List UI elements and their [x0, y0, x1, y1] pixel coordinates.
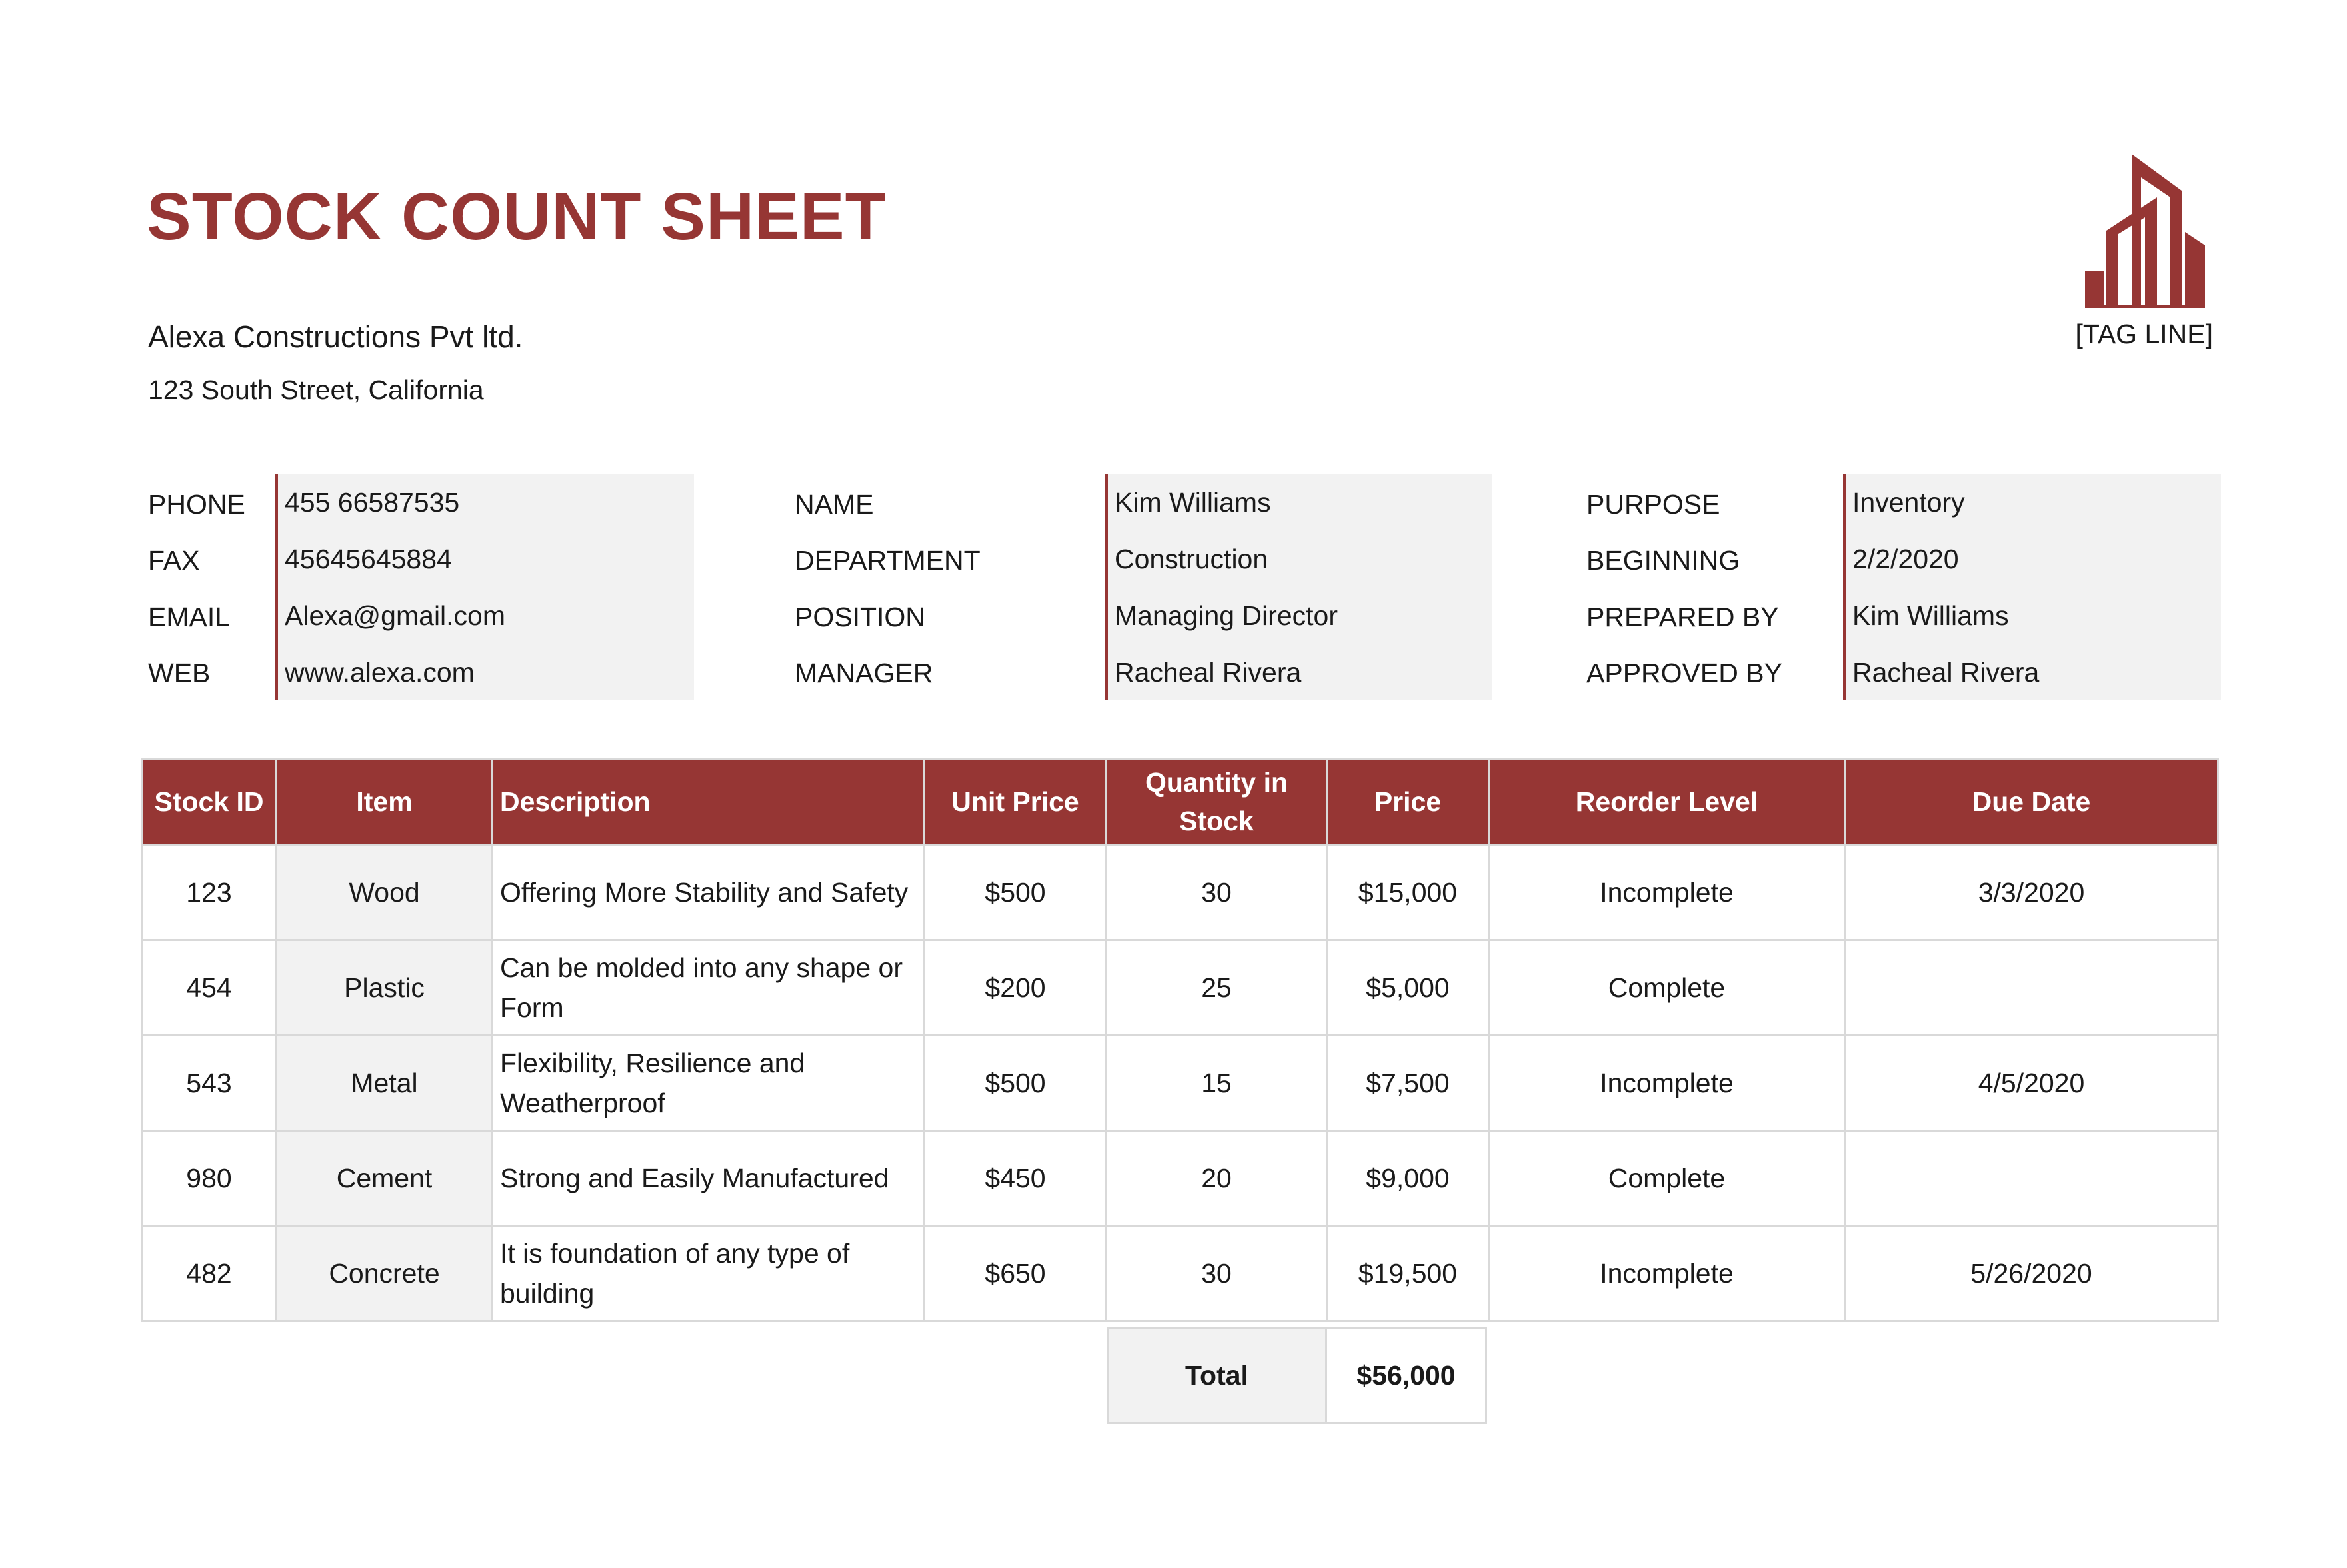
price-cell: $19,500 — [1327, 1226, 1489, 1321]
manager-label: MANAGER — [795, 658, 933, 688]
position-value: Managing Director — [1115, 600, 1338, 631]
column-header: Reorder Level — [1489, 759, 1845, 845]
total-label: Total — [1107, 1327, 1327, 1424]
stock-id-cell: 980 — [142, 1131, 277, 1226]
table-row — [142, 940, 2218, 1036]
column-header: Stock ID — [142, 759, 277, 845]
description-cell: Strong and Easily Manufactured — [493, 1131, 925, 1226]
quantity-cell: 30 — [1107, 1226, 1327, 1321]
price-cell: $7,500 — [1327, 1036, 1489, 1131]
department-label: DEPARTMENT — [795, 545, 981, 576]
table-header-row — [142, 759, 2218, 845]
table-row — [142, 1036, 2218, 1131]
web-value: www.alexa.com — [285, 657, 475, 688]
stock-id-cell: 482 — [142, 1226, 277, 1321]
approved-by-value: Racheal Rivera — [1852, 657, 2040, 688]
fax-value: 45645645884 — [285, 544, 452, 574]
prepared-by-label: PREPARED BY — [1586, 602, 1779, 632]
building-logo-icon — [2085, 151, 2210, 311]
fax-label: FAX — [148, 545, 200, 576]
column-header: Item — [277, 759, 493, 845]
stock-id-cell: 123 — [142, 845, 277, 940]
item-cell: Plastic — [277, 940, 493, 1036]
due-date-cell: 3/3/2020 — [1845, 845, 2218, 940]
item-cell: Metal — [277, 1036, 493, 1131]
column-header: Quantity in Stock — [1107, 759, 1327, 845]
email-label: EMAIL — [148, 602, 231, 632]
table-row — [142, 1131, 2218, 1226]
due-date-cell: 4/5/2020 — [1845, 1036, 2218, 1131]
name-value: Kim Williams — [1115, 487, 1271, 518]
beginning-value: 2/2/2020 — [1852, 544, 1959, 574]
reorder-level-cell: Complete — [1489, 940, 1845, 1036]
page-title: STOCK COUNT SHEET — [147, 179, 887, 254]
email-value: Alexa@gmail.com — [285, 600, 506, 631]
position-label: POSITION — [795, 602, 925, 632]
beginning-label: BEGINNING — [1586, 545, 1740, 576]
item-cell: Cement — [277, 1131, 493, 1226]
stock-id-cell: 454 — [142, 940, 277, 1036]
tagline: [TAG LINE] — [2075, 319, 2213, 349]
price-cell: $9,000 — [1327, 1131, 1489, 1226]
quantity-cell: 25 — [1107, 940, 1327, 1036]
company-address: 123 South Street, California — [148, 375, 484, 405]
item-cell: Wood — [277, 845, 493, 940]
phone-value: 455 66587535 — [285, 487, 460, 518]
prepared-by-value: Kim Williams — [1852, 600, 2009, 631]
unit-price-cell: $450 — [925, 1131, 1107, 1226]
quantity-cell: 15 — [1107, 1036, 1327, 1131]
reorder-level-cell: Incomplete — [1489, 1226, 1845, 1321]
item-cell: Concrete — [277, 1226, 493, 1321]
column-header: Description — [493, 759, 925, 845]
total-value: $56,000 — [1325, 1327, 1487, 1424]
description-cell: Flexibility, Resilience and Weatherproof — [493, 1036, 925, 1131]
column-header: Unit Price — [925, 759, 1107, 845]
due-date-cell: 5/26/2020 — [1845, 1226, 2218, 1321]
meta-values-box — [1843, 474, 2221, 700]
unit-price-cell: $500 — [925, 1036, 1107, 1131]
reorder-level-cell: Incomplete — [1489, 1036, 1845, 1131]
purpose-value: Inventory — [1852, 487, 1965, 518]
department-value: Construction — [1115, 544, 1268, 574]
reorder-level-cell: Complete — [1489, 1131, 1845, 1226]
price-cell: $5,000 — [1327, 940, 1489, 1036]
price-cell: $15,000 — [1327, 845, 1489, 940]
purpose-label: PURPOSE — [1586, 489, 1720, 520]
column-header: Price — [1327, 759, 1489, 845]
due-date-cell — [1845, 940, 2218, 1036]
approved-by-label: APPROVED BY — [1586, 658, 1782, 688]
description-cell: It is foundation of any type of building — [493, 1226, 925, 1321]
stock-table — [141, 758, 2219, 1322]
stock-id-cell: 543 — [142, 1036, 277, 1131]
reorder-level-cell: Incomplete — [1489, 845, 1845, 940]
quantity-cell: 20 — [1107, 1131, 1327, 1226]
phone-label: PHONE — [148, 489, 245, 520]
contact-values-box — [275, 474, 694, 700]
unit-price-cell: $650 — [925, 1226, 1107, 1321]
unit-price-cell: $200 — [925, 940, 1107, 1036]
description-cell: Can be molded into any shape or Form — [493, 940, 925, 1036]
description-cell: Offering More Stability and Safety — [493, 845, 925, 940]
quantity-cell: 30 — [1107, 845, 1327, 940]
person-values-box — [1105, 474, 1492, 700]
column-header: Due Date — [1845, 759, 2218, 845]
manager-value: Racheal Rivera — [1115, 657, 1302, 688]
name-label: NAME — [795, 489, 874, 520]
due-date-cell — [1845, 1131, 2218, 1226]
unit-price-cell: $500 — [925, 845, 1107, 940]
table-row — [142, 1226, 2218, 1321]
company-name: Alexa Constructions Pvt ltd. — [148, 319, 523, 354]
web-label: WEB — [148, 658, 211, 688]
table-row — [142, 845, 2218, 940]
